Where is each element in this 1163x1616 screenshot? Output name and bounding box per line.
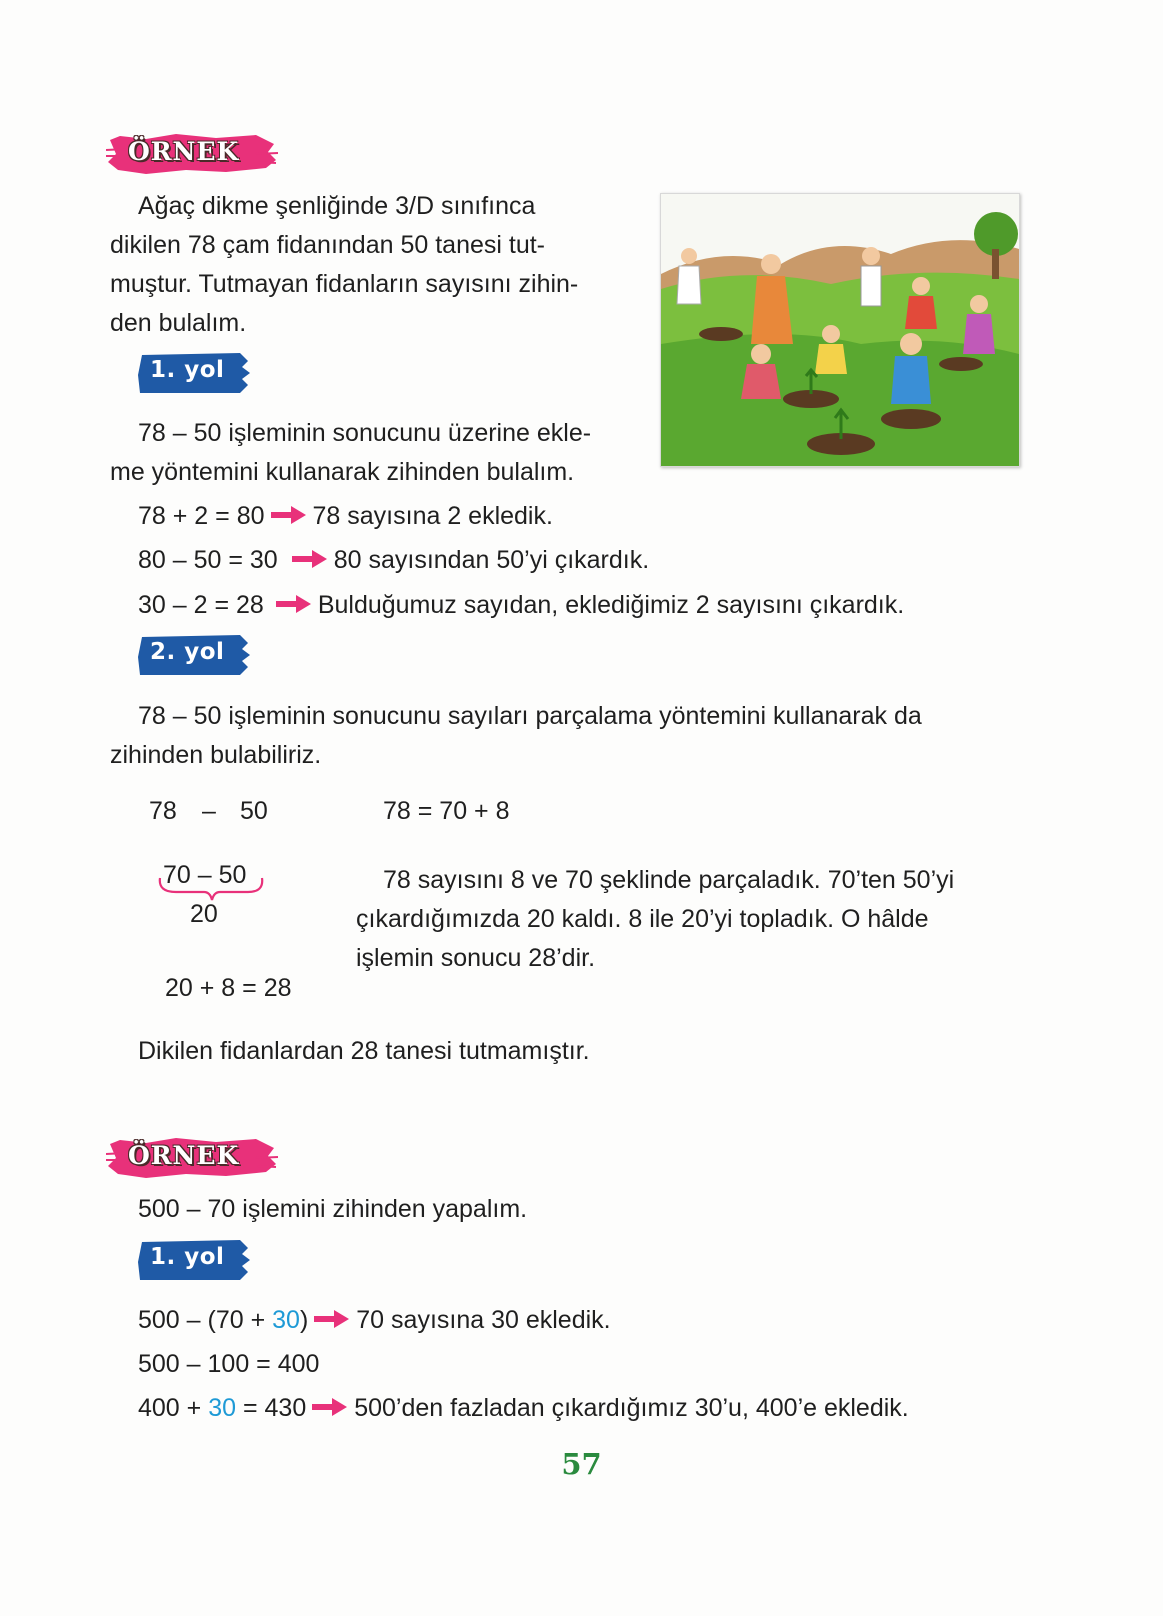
step-note: 70 sayısına 30 ekledik. [356,1306,611,1334]
way1-description [110,414,632,492]
step-note: 500’den fazladan çıkardığımız 30’u, 400’e ekledik. [354,1394,909,1422]
calc-partial-result: 20 [190,900,218,928]
desc-line: 78 – 50 işleminin sonucunu sayıları parçalama yöntemini kullanarak da [138,702,922,730]
arrow-right-icon [312,1390,348,1429]
desc-line: zihinden bulabiliriz. [110,741,322,769]
example2-step-2: 500 – 100 = 400 [138,1350,320,1378]
step-note: Bulduğumuz sayıdan, eklediğimiz 2 sayısını çıkardık. [317,591,905,619]
intro-line: den bulalım. [110,309,247,337]
example1-intro [110,187,632,343]
arrow-right-icon [292,542,328,581]
example2-intro: 500 – 70 işlemini zihinden yapalım. [138,1195,528,1223]
desc-line: me yöntemini kullanarak zihinden bulalım. [110,458,575,486]
way1-badge [136,351,252,395]
way2-description [110,697,1017,775]
step-highlight: 30 [208,1394,237,1422]
page-number: 57 [561,1447,602,1481]
way1-label: 1. yol [150,1244,225,1270]
way1-step-1 [138,497,553,537]
arrow-right-icon [276,587,312,626]
explain-line: çıkardığımızda 20 kaldı. 8 ile 20’yi topladık. O hâlde [356,905,929,933]
explain-line: işlemin sonucu 28’dir. [356,944,596,972]
calc-split: 78 = 70 + 8 [383,797,510,825]
desc-line: 78 – 50 işleminin sonucunu üzerine ekle- [138,419,592,447]
calc-top-b: 50 [240,797,268,825]
intro-line: muştur. Tutmayan fidanların sayısını zihin- [110,270,579,298]
ornek-badge-1 [106,130,278,178]
step-pre: 500 – (70 + [138,1306,273,1334]
step-post: ) [299,1306,309,1334]
illustration-art [661,194,1019,466]
tree-planting-illustration [660,193,1020,467]
calc-top-a: 78 [149,797,177,825]
calc-top-op: – [202,797,216,825]
intro-line: Ağaç dikme şenliğinde 3/D sınıfınca [138,192,536,220]
way1-step-2 [138,541,649,581]
example2-step-1 [138,1301,611,1341]
way1-label: 1. yol [150,357,225,383]
ornek-label: ÖRNEK [128,1141,240,1170]
way2-label: 2. yol [150,639,225,665]
step-note: 78 sayısına 2 ekledik. [312,502,553,530]
step-pre: 400 + [138,1394,209,1422]
example1-conclusion: Dikilen fidanlardan 28 tanesi tutmamıştır. [138,1037,590,1065]
step-expr: 78 + 2 = 80 [138,502,265,530]
example2-step-3 [138,1389,909,1429]
ornek-label: ÖRNEK [128,137,240,166]
step-expr: 30 – 2 = 28 [138,591,264,619]
intro-line: dikilen 78 çam fidanından 50 tanesi tut- [110,231,545,259]
explain-line: 78 sayısını 8 ve 70 şeklinde parçaladık. 70’ten 50’yi [383,866,955,894]
arrow-right-icon [271,498,307,537]
example2-way1-badge [136,1238,252,1282]
step-highlight: 30 [272,1306,300,1334]
arrow-right-icon [314,1302,350,1341]
way1-step-3 [138,586,904,626]
step-expr: 80 – 50 = 30 [138,546,278,574]
way2-explanation [356,861,1017,978]
calc-partial: 70 – 50 [163,861,247,889]
calc-final: 20 + 8 = 28 [165,974,292,1002]
step-post: = 430 [236,1394,307,1422]
way2-badge [136,633,252,677]
ornek-badge-2 [106,1134,278,1182]
step-note: 80 sayısından 50’yi çıkardık. [333,546,650,574]
